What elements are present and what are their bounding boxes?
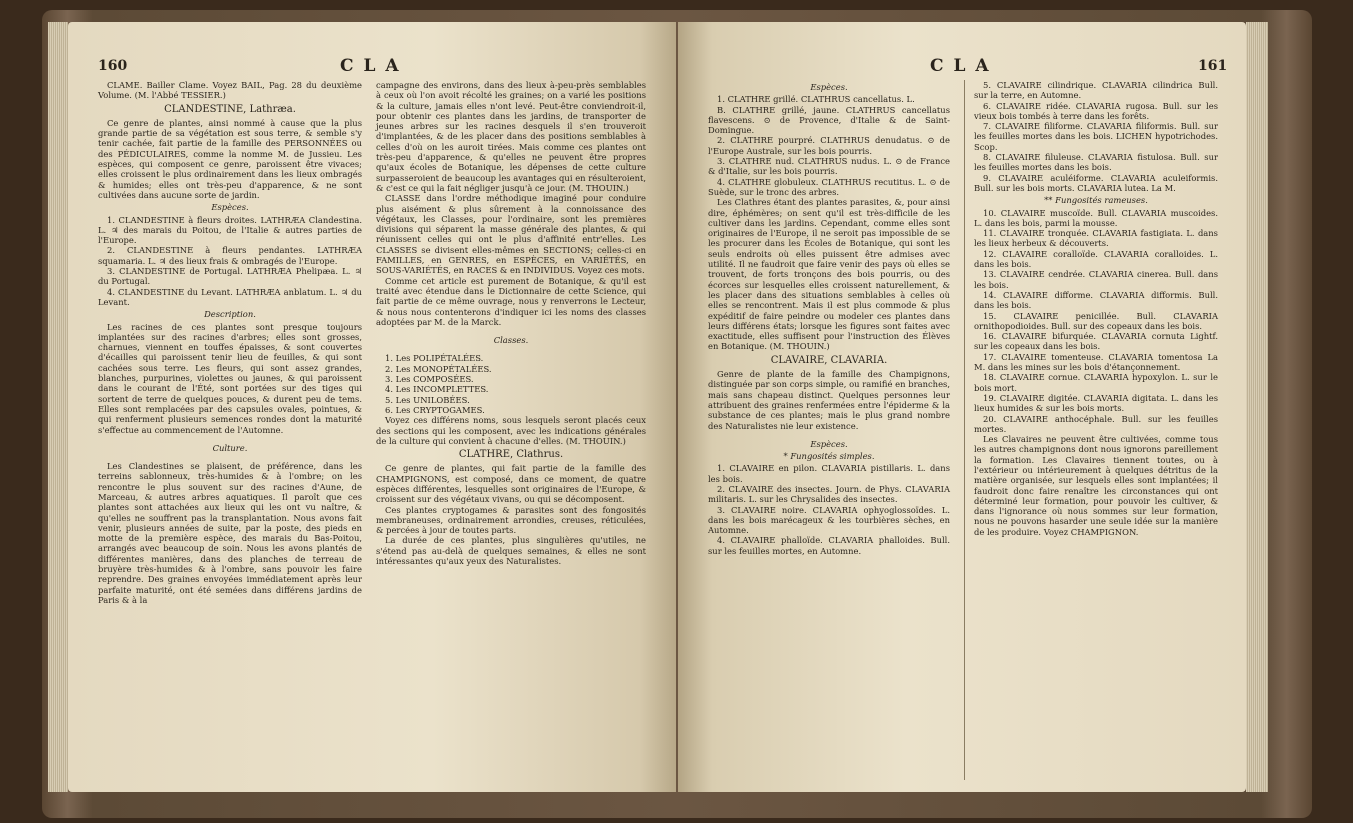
running-head: C L A <box>930 56 991 76</box>
class-item: 5. Les UNILOBÉES. <box>385 394 470 405</box>
species-item: 3. CLAVAIRE noire. CLAVARIA ophyoglossoïdes. L. dans les bois marécageux & les tourbières sèches, en Automne. <box>708 504 950 536</box>
subheading-description: Description. <box>204 309 256 320</box>
left-column-2 <box>376 80 646 566</box>
species-item: 5. CLAVAIRE cilindrique. CLAVARIA cilindrica Bull. sur la terre, en Automne. <box>974 80 1218 101</box>
page-edges-left <box>48 22 68 792</box>
paragraph: Les Clavaires ne peuvent être cultivées, comme tous les autres champignons dont nous ignorons pareillement la formation. Les Clavaires tiennent toutes, ou à l'extérieur ou intérieurement à quelques détritus de la matière organisée, sur lesquels elles sont implantées; il faudroit donc faire renaître les circonstances qui ont déterminé leur formation, pour pouvoir les cultiver, & dans l'ignorance où nous sommes sur leur formation, nous ne pouvons hasarder une seule idée sur la manière de les produire. Voyez CHAMPIGNON. <box>974 434 1218 537</box>
paragraph: Ce genre de plantes, qui fait partie de la famille des CHAMPIGNONS, est composé, dans ce moment, de quatre espèces différentes, lesquelles sont originaires de l'Europe, & croissent sur des végétaux vivans, ou qui se décomposent. <box>376 463 646 505</box>
page-number: 161 <box>1198 58 1228 74</box>
right-page <box>678 22 1246 792</box>
species-item: B. CLATHRE grillé, jaune. CLATHRUS cancellatus flavescens. ⊙ de Provence, d'Italie & de Saint-Domingue. <box>708 104 950 136</box>
paragraph: Voyez ces différens noms, sous lesquels seront placés ceux des sections qui les composent, avec les indications générales de la culture qui convient à chacune d'elles. (M. THOUIN.) <box>376 415 646 446</box>
paragraph: Les racines de ces plantes sont presque toujours implantées sur des racines d'arbres; elles sont grosses, charnues, viennent en touffes épaisses, & sont couvertes d'écailles qui paroissent tenir lieu de feuilles, & qui sont cachées sous terre. Les fleurs, qui sont assez grandes, blanches, purpurines, violettes ou jaunes, & qui paroissent dans le courant de l'Été, sont portées sur des tiges qui sortent de terre de quelques pouces, & durent peu de tems. Elles sont remplacées par des capsules ovales, pointues, & qui renferment plusieurs semences rondes dont la maturité s'effectue au commencement de l'Automne. <box>98 321 362 435</box>
species-item: 12. CLAVAIRE coralloïde. CLAVARIA coralloides. L. dans les bois. <box>974 248 1218 270</box>
species-item: 19. CLAVAIRE digitée. CLAVARIA digitata. L. dans les lieux humides & sur les bois morts. <box>974 392 1218 414</box>
species-item: 8. CLAVAIRE filuleuse. CLAVARIA fistulosa. Bull. sur les feuilles mortes dans les bois. <box>974 152 1218 173</box>
subheading-especes: Espèces. <box>211 202 249 213</box>
paragraph: La durée de ces plantes, plus singulières qu'utiles, ne s'étend pas au-delà de quelques semaines, & elles ne sont intéressantes qu'aux yeux des Naturalistes. <box>376 535 646 567</box>
entry-classe: CLASSE dans l'ordre méthodique imaginé pour conduire plus aisément & plus sûrement à la connoissance des végétaux, les Classes, pour l'ordinaire, sont les premières divisions qui séparent la masse générale des plantes, & qui réunissent celles qui ont le plus d'affinité entr'elles. Les CLASSES se divisent elles-mêmes en SECTIONS; celles-ci en FAMILLES, en GENRES, en ESPÈCES, en VARIÉTÉS, en SOUS-VARIÉTÉS, en RACES & en INDIVIDUS. Voyez ces mots. <box>376 193 646 276</box>
species-item: 17. CLAVAIRE tomenteuse. CLAVARIA tomentosa La M. dans les mines sur les bois d'étançonnement. <box>974 351 1218 373</box>
species-item: 1. CLATHRE grillé. CLATHRUS cancellatus. L. <box>717 94 915 105</box>
subheading-fungosites-rameuses: ** Fungosités rameuses. <box>1044 195 1148 206</box>
species-item: 2. CLATHRE pourpré. CLATHRUS denudatus. ⊙ de l'Europe Australe, sur les bois pourris. <box>708 135 950 156</box>
left-column-1 <box>98 80 362 605</box>
species-item: 15. CLAVAIRE penicillée. Bull. CLAVARIA ornithopodioides. Bull. sur des copeaux dans les bois. <box>974 310 1218 331</box>
species-item: 20. CLAVAIRE anthocéphale. Bull. sur les feuilles mortes. <box>974 413 1218 434</box>
heading-clathre: CLATHRE, Clathrus. <box>458 449 564 461</box>
paragraph: Comme cet article est purement de Botanique, & qu'il est traité avec étendue dans le Dictionnaire de cette Science, qui fait partie de ce même ouvrage, nous y renverrons le Lecteur, & nous nous contenterons d'indiquer ici les noms des classes adoptées par M. de la Marck. <box>376 275 646 327</box>
species-item: 11. CLAVAIRE tronquée. CLAVARIA fastigiata. L. dans les lieux herbeux & découverts. <box>974 228 1218 249</box>
column-rule <box>964 80 965 780</box>
running-head: C L A <box>340 56 401 76</box>
right-column-1 <box>708 80 950 556</box>
page-edges-right <box>1246 22 1268 792</box>
entry-clame: CLAME. Bailler Clame. Voyez BAIL, Pag. 28 du deuxième Volume. (M. l'Abbé TESSIER.) <box>98 80 362 101</box>
species-item: 2. CLANDESTINE à fleurs pendantes. LATHRÆA squamaria. L. ♃ des lieux frais & ombragés de l'Europe. <box>98 245 362 266</box>
subheading-especes: Espèces. <box>810 438 848 449</box>
class-item: 4. Les INCOMPLETTES. <box>385 384 489 395</box>
species-item: 1. CLANDESTINE à fleurs droites. LATHRÆA Clandestina. L. ♃ des marais du Poitou, de l'Italie & autres parties de l'Europe. <box>98 214 362 246</box>
class-item: 3. Les COMPOSÉES. <box>385 374 474 385</box>
subheading-culture: Culture. <box>212 442 248 453</box>
subheading-especes: Espèces. <box>810 82 848 92</box>
paragraph: Ces plantes cryptogames & parasites sont des fongosités membraneuses, ordinairement arrondies, creuses, réticulées, & percées à jour de toutes parts. <box>376 504 646 536</box>
heading-clavaire: CLAVAIRE, CLAVARIA. <box>770 354 888 366</box>
paragraph: Genre de plante de la famille des Champignons, distinguée par son corps simple, ou ramifié en branches, mais sans chapeau distinct. Quelques personnes leur attribuent des graines renfermées entre l'épiderme & la substance de ces plantes; mais le plus grand nombre des Naturalistes nie leur existence. <box>708 369 950 431</box>
species-item: 18. CLAVAIRE cornue. CLAVARIA hypoxylon. L. sur le bois mort. <box>974 372 1218 393</box>
paragraph: campagne des environs, dans des lieux à-peu-près semblables à ceux où l'on avoit récolté les graines; on a varié les positions & la culture, jamais elles n'ont levé. Peut-être conviendroit-il, pour obtenir ces plantes dans les jardins, de transporter de jeunes arbres sur les racines desquels il s'en trouveroit d'implantées, & de les placer dans des positions semblables à celles d'où on les auroit tirées. Mais comme ces plantes ont très-peu d'apparence, & qu'elles ne peuvent être propres qu'aux écoles de Botanique, les dépenses de cette culture surpasseroient de beaucoup les avantages qui en résulteroient, & c'est ce qui la fait négliger jusqu'à ce jour. (M. THOUIN.) <box>376 80 646 193</box>
paragraph: Ce genre de plantes, ainsi nommé à cause que la plus grande partie de sa végétation est sous terre, & semble s'y tenir cachée, fait partie de la famille des PERSONNÉES ou des PÉDICULAIRES, comme la nomme M. de Jussieu. Les espèces, qui composent ce genre, paroissent être vivaces; elles croissent le plus ordinairement dans les lieux ombragés & humides; elles ont très-peu d'apparence, & ne sont cultivées dans aucune sorte de jardin. <box>98 117 362 200</box>
heading-clandestine: CLANDESTINE, Lathræa. <box>164 103 296 115</box>
species-item: 4. CLANDESTINE du Levant. LATHRÆA anblatum. L. ♃ du Levant. <box>98 286 362 307</box>
paragraph: Les Clathres étant des plantes parasites, &, pour ainsi dire, éphémères; on sent qu'il est très-difficile de les cultiver dans les jardins. Cependant, comme elles sont originaires de l'Europe, il ne seroit pas impossible de se les procurer dans les Écoles de Botanique, qui sont les seuls endroits où elles puissent être admises avec utilité. Il ne faudroit que faire venir des pays où elles se trouvent, de forts tronçons des bois pourris, ou des écorces sur lesquelles elles croissent naturellement, & les placer dans des situations semblables à celles où elles se rencontrent. Mais il est plus commode & plus expéditif de faire peindre ou modeler ces plantes dans leurs différens états; lorsque les figures sont faites avec exactitude, elles suffisent pour l'instruction des Élèves en Botanique. (M. THOUIN.) <box>708 197 950 352</box>
subheading-fungosites-simples: * Fungosités simples. <box>783 451 875 462</box>
species-item: 2. CLAVAIRE des insectes. Journ. de Phys. CLAVARIA militaris. L. sur les Chrysalides des insectes. <box>708 483 950 505</box>
right-column-2 <box>974 80 1218 537</box>
paragraph: Les Clandestines se plaisent, de préférence, dans les terreins sablonneux, très-humides & à l'ombre; on les rencontre le plus souvent sur des racines d'Aune, de Marceau, & autres arbres aquatiques. Il paroît que ces plantes sont attachées aux lieux qui les ont vu naître, & qu'elles ne souffrent pas la transplantation. Nous avons fait venir, plusieurs années de suite, par la poste, des pieds en motte de la première espèce, des marais du Bas-Poitou, arrangés avec beaucoup de soin. Nous les avons plantés de différentes manières, dans des planches de terreau de bruyère très-humides & à l'ombre, sans pouvoir les faire reprendre. Des graines envoyées immédiatement après leur parfaite maturité, ont été semées dans différens jardins de Paris & à la <box>98 461 362 605</box>
species-item: 1. CLAVAIRE en pilon. CLAVARIA pistillaris. L. dans les bois. <box>708 463 950 484</box>
class-item: 2. Les MONOPÉTALÉES. <box>385 363 492 374</box>
species-item: 4. CLATHRE globuleux. CLATHRUS recutitus. L. ⊙ de Suède, sur le tronc des arbres. <box>708 176 950 197</box>
species-item: 13. CLAVAIRE cendrée. CLAVARIA cinerea. Bull. dans les bois. <box>974 269 1218 290</box>
species-item: 10. CLAVAIRE muscoïde. Bull. CLAVARIA muscoides. L. dans les bois, parmi la mousse. <box>974 207 1218 228</box>
species-item: 14. CLAVAIRE difforme. CLAVARIA difformis. Bull. dans les bois. <box>974 289 1218 311</box>
species-item: 7. CLAVAIRE filiforme. CLAVARIA filiformis. Bull. sur les feuilles mortes dans les bois. LICHEN hypotrichodes. Scop. <box>974 121 1218 152</box>
species-item: 9. CLAVAIRE aculéiforme. CLAVARIA aculeiformis. Bull. sur les bois morts. CLAVARIA lutea. La M. <box>974 172 1218 193</box>
species-item: 3. CLATHRE nud. CLATHRUS nudus. L. ⊙ de France & d'Italie, sur les bois pourris. <box>708 156 950 177</box>
species-item: 4. CLAVAIRE phalloïde. CLAVARIA phalloides. Bull. sur les feuilles mortes, en Automne. <box>708 535 950 556</box>
page-number: 160 <box>98 58 128 74</box>
class-item: 6. Les CRYPTOGAMES. <box>385 404 485 415</box>
species-item: 16. CLAVAIRE bifurquée. CLAVARIA cornuta Lightf. sur les copeaux dans les bois. <box>974 331 1218 352</box>
species-item: 6. CLAVAIRE ridée. CLAVARIA rugosa. Bull. sur les vieux bois tombés à terre dans les forêts. <box>974 100 1218 121</box>
species-item: 3. CLANDESTINE de Portugal. LATHRÆA Phelipæa. L. ♃ du Portugal. <box>98 266 362 287</box>
left-page <box>68 22 676 792</box>
class-item: 1. Les POLIPÉTALÉES. <box>385 353 484 364</box>
subheading-classes: Classes. <box>493 335 529 346</box>
